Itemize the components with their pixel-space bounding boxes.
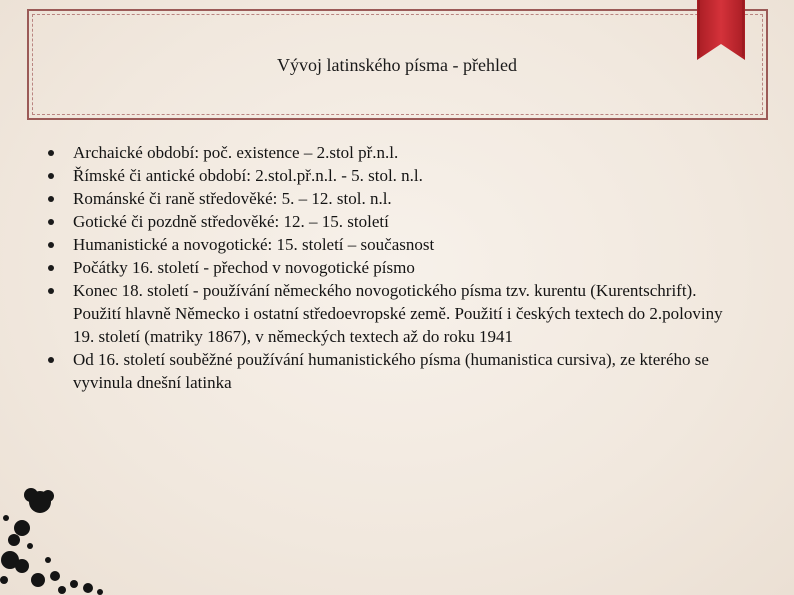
bullet-item	[48, 164, 748, 187]
bullet-dot-icon	[48, 357, 54, 363]
bullet-text: Humanistické a novogotické: 15. století – současnost	[73, 235, 435, 254]
bullet-text: Počátky 16. století - přechod v novogotické písmo	[73, 258, 415, 277]
bullet-item	[48, 187, 748, 210]
bullet-item	[48, 256, 748, 279]
bullet-dot-icon	[48, 150, 54, 156]
bullet-text: Římské či antické období: 2.stol.př.n.l. - 5. stol. n.l.	[73, 166, 423, 185]
title-frame	[27, 9, 768, 120]
ink-splatter-decoration	[0, 480, 110, 595]
bullet-dot-icon	[48, 288, 54, 294]
bullet-dot-icon	[48, 196, 54, 202]
bullet-item	[48, 233, 748, 256]
bullet-item	[48, 210, 748, 233]
bullet-text: Od 16. století souběžné používání humanistického písma (humanistica cursiva), ze kterého se vyvinula dnešní latinka	[73, 350, 709, 392]
bullet-list	[48, 141, 748, 394]
slide-title: Vývoj latinského písma - přehled	[277, 55, 517, 75]
bullet-text: Konec 18. století - používání německého novogotického písma tzv. kurentu (Kurentschrift). Použití hlavně Německo i ostatní středoevropské země. Použití i českých textech do 2.poloviny 19. století (matriky 1867), v německých textech až do roku 1941	[73, 281, 723, 346]
bullet-dot-icon	[48, 173, 54, 179]
bullet-dot-icon	[48, 265, 54, 271]
bullet-item	[48, 348, 748, 394]
bullet-text: Archaické období: poč. existence – 2.stol př.n.l.	[73, 143, 399, 162]
bullet-dot-icon	[48, 219, 54, 225]
bullet-text: Gotické či pozdně středověké: 12. – 15. století	[73, 212, 389, 231]
bullet-dot-icon	[48, 242, 54, 248]
bullet-text: Románské či raně středověké: 5. – 12. stol. n.l.	[73, 189, 392, 208]
bookmark-ribbon	[697, 0, 745, 60]
bullet-item	[48, 279, 748, 348]
bullet-item	[48, 141, 748, 164]
